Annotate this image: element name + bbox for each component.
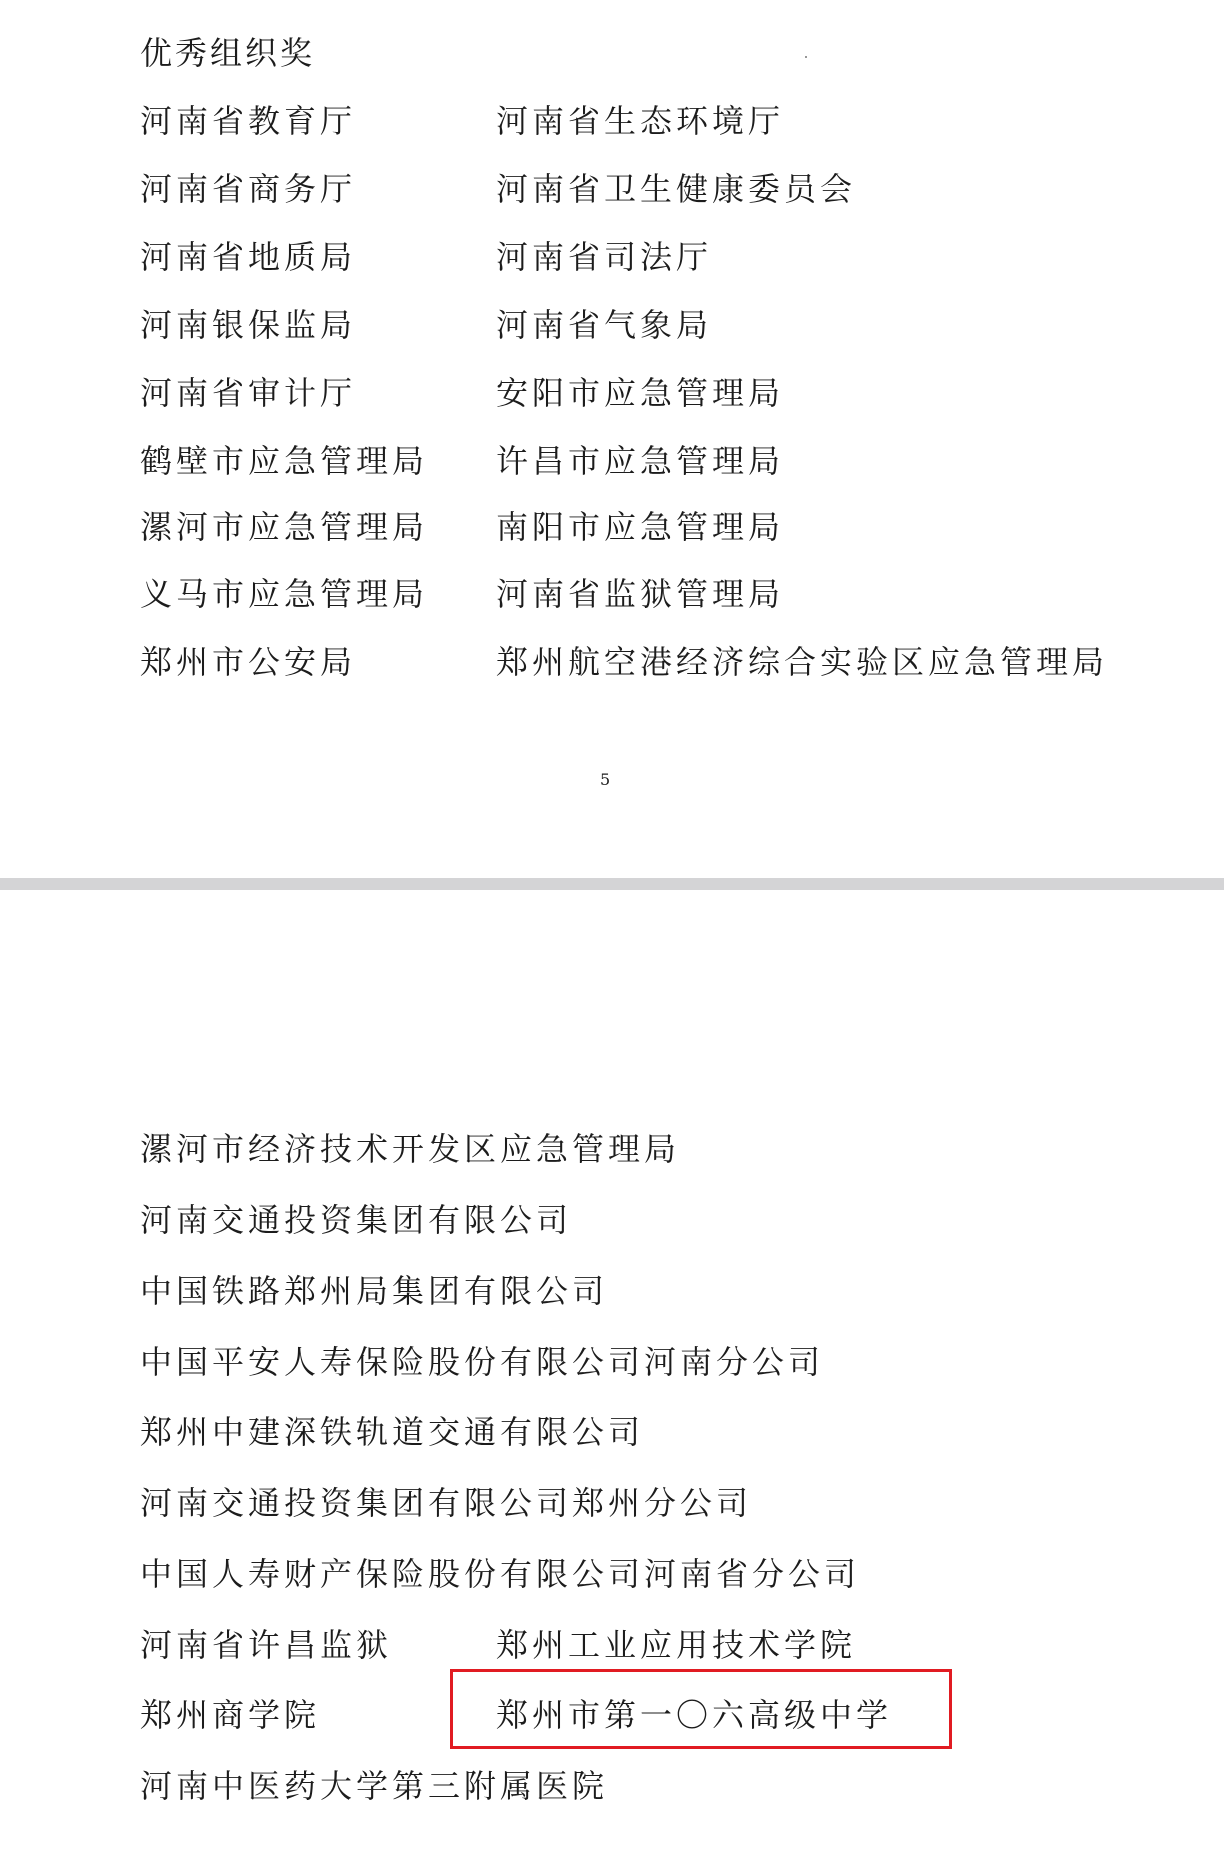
org-name-left: 河南省审计厅 <box>140 374 357 412</box>
list-row <box>0 569 1224 619</box>
list-row <box>0 1690 1224 1740</box>
org-name-left: 郑州市公安局 <box>140 643 357 681</box>
org-name-right: 郑州工业应用技术学院 <box>496 1626 857 1664</box>
org-name-right: 河南省气象局 <box>496 306 713 344</box>
list-row <box>0 232 1224 282</box>
org-name-left: 河南省商务厅 <box>140 170 357 208</box>
org-name-right: 河南省卫生健康委员会 <box>496 170 857 208</box>
list-row <box>0 1407 1224 1457</box>
list-row <box>0 1337 1224 1387</box>
org-name-right: 郑州航空港经济综合实验区应急管理局 <box>496 643 1109 681</box>
list-row <box>0 1478 1224 1528</box>
org-name: 中国铁路郑州局集团有限公司 <box>140 1272 609 1310</box>
list-row <box>0 1761 1224 1811</box>
org-name: 漯河市经济技术开发区应急管理局 <box>140 1130 681 1168</box>
list-row <box>0 96 1224 146</box>
page-separator <box>0 878 1224 890</box>
org-name-left: 河南银保监局 <box>140 306 357 344</box>
org-name-left: 河南省地质局 <box>140 238 357 276</box>
org-name-left: 郑州商学院 <box>140 1696 321 1734</box>
org-name-left: 鹤壁市应急管理局 <box>140 442 429 480</box>
list-row <box>0 1266 1224 1316</box>
org-name: 郑州中建深铁轨道交通有限公司 <box>140 1413 645 1451</box>
page-number: 5 <box>600 770 611 789</box>
org-name-right: 许昌市应急管理局 <box>496 442 785 480</box>
org-name-right-highlighted: 郑州市第一〇六高级中学 <box>496 1696 893 1734</box>
org-name-right: 安阳市应急管理局 <box>496 374 785 412</box>
document-page-top <box>0 0 1224 880</box>
list-row <box>0 164 1224 214</box>
org-name: 中国人寿财产保险股份有限公司河南省分公司 <box>140 1555 861 1593</box>
list-row <box>0 1195 1224 1245</box>
list-row <box>0 1124 1224 1174</box>
list-row <box>0 368 1224 418</box>
org-name-right: 南阳市应急管理局 <box>496 508 785 546</box>
list-row <box>0 637 1224 687</box>
org-name-right: 河南省监狱管理局 <box>496 575 785 613</box>
section-heading: 优秀组织奖 <box>140 34 316 72</box>
org-name-left: 义马市应急管理局 <box>140 575 429 613</box>
org-name: 河南中医药大学第三附属医院 <box>140 1767 609 1805</box>
list-row <box>0 1549 1224 1599</box>
org-name-left: 河南省许昌监狱 <box>140 1626 393 1664</box>
list-row <box>0 502 1224 552</box>
scan-speck <box>805 56 807 58</box>
org-name-right: 河南省司法厅 <box>496 238 713 276</box>
org-name-left: 河南省教育厅 <box>140 102 357 140</box>
org-name-right: 河南省生态环境厅 <box>496 102 785 140</box>
org-name: 中国平安人寿保险股份有限公司河南分公司 <box>140 1343 825 1381</box>
list-row <box>0 436 1224 486</box>
list-row <box>0 300 1224 350</box>
org-name-left: 漯河市应急管理局 <box>140 508 429 546</box>
list-row <box>0 1620 1224 1670</box>
org-name: 河南交通投资集团有限公司郑州分公司 <box>140 1484 753 1522</box>
org-name: 河南交通投资集团有限公司 <box>140 1201 573 1239</box>
